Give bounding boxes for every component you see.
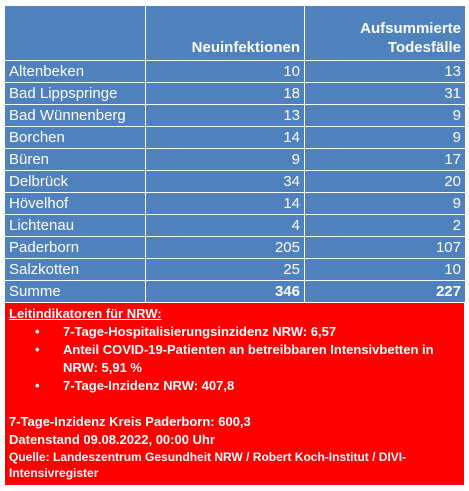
district-name: Salzkotten [5, 259, 146, 281]
neuinfektionen-cell: 9 [146, 149, 305, 171]
datenstand: Datenstand 09.08.2022, 00:00 Uhr [9, 432, 215, 447]
neuinfektionen-cell: 4 [146, 215, 305, 237]
district-name: Altenbeken [5, 61, 146, 83]
neuinfektionen-cell: 205 [146, 237, 305, 259]
district-name: Borchen [5, 127, 146, 149]
header-empty [5, 6, 146, 61]
table-row [5, 215, 466, 237]
district-table [4, 5, 466, 303]
indicator-bullet: • 7-Tage-Inzidenz NRW: 407,8 [55, 377, 460, 395]
sum-label: Summe [5, 281, 146, 303]
todesfaelle-cell: 13 [305, 61, 466, 83]
sum-neuinfektionen: 346 [146, 281, 305, 303]
neuinfektionen-cell: 10 [146, 61, 305, 83]
indicator-bullet: • 7-Tage-Hospitalisierungsinzidenz NRW: 6,57 [55, 323, 460, 341]
header-todesfaelle-line1: Aufsummierte [360, 20, 461, 37]
neuinfektionen-cell: 14 [146, 127, 305, 149]
covid-report [4, 5, 465, 486]
district-name: Bad Lippspringe [5, 83, 146, 105]
table-row [5, 193, 466, 215]
todesfaelle-cell: 17 [305, 149, 466, 171]
district-name: Bad Wünnenberg [5, 105, 146, 127]
header-todesfaelle [305, 6, 466, 61]
table-row [5, 105, 466, 127]
kreis-inzidenz: 7-Tage-Inzidenz Kreis Paderborn: 600,3 [9, 414, 251, 429]
todesfaelle-cell: 9 [305, 127, 466, 149]
neuinfektionen-cell: 34 [146, 171, 305, 193]
district-name: Lichtenau [5, 215, 146, 237]
table-row [5, 171, 466, 193]
sum-row [5, 281, 466, 303]
district-name: Delbrück [5, 171, 146, 193]
neuinfektionen-cell: 25 [146, 259, 305, 281]
table-row [5, 61, 466, 83]
todesfaelle-cell: 2 [305, 215, 466, 237]
todesfaelle-cell: 20 [305, 171, 466, 193]
table-header-row [5, 6, 466, 61]
source-line: Quelle: Landeszentrum Gesundheit NRW / Robert Koch-Institut / DIVI-Intensivregister [9, 450, 407, 480]
district-name: Büren [5, 149, 146, 171]
table-row [5, 127, 466, 149]
todesfaelle-cell: 31 [305, 83, 466, 105]
neuinfektionen-cell: 13 [146, 105, 305, 127]
todesfaelle-cell: 107 [305, 237, 466, 259]
neuinfektionen-cell: 18 [146, 83, 305, 105]
header-todesfaelle-line2: Todesfälle [387, 39, 461, 56]
indicator-heading: Leitindikatoren für NRW: [9, 306, 162, 321]
indicator-list [9, 323, 460, 395]
table-row [5, 237, 466, 259]
header-neuinfektionen: Neuinfektionen [146, 6, 305, 61]
todesfaelle-cell: 9 [305, 105, 466, 127]
table-row [5, 259, 466, 281]
district-name: Paderborn [5, 237, 146, 259]
district-name: Hövelhof [5, 193, 146, 215]
todesfaelle-cell: 10 [305, 259, 466, 281]
indicator-box [4, 303, 465, 486]
neuinfektionen-cell: 14 [146, 193, 305, 215]
table-row [5, 149, 466, 171]
indicator-bullet: • Anteil COVID-19-Patienten an betreibbaren Intensivbetten in NRW: 5,91 % [55, 341, 460, 377]
table-row [5, 83, 466, 105]
todesfaelle-cell: 9 [305, 193, 466, 215]
sum-todesfaelle: 227 [305, 281, 466, 303]
